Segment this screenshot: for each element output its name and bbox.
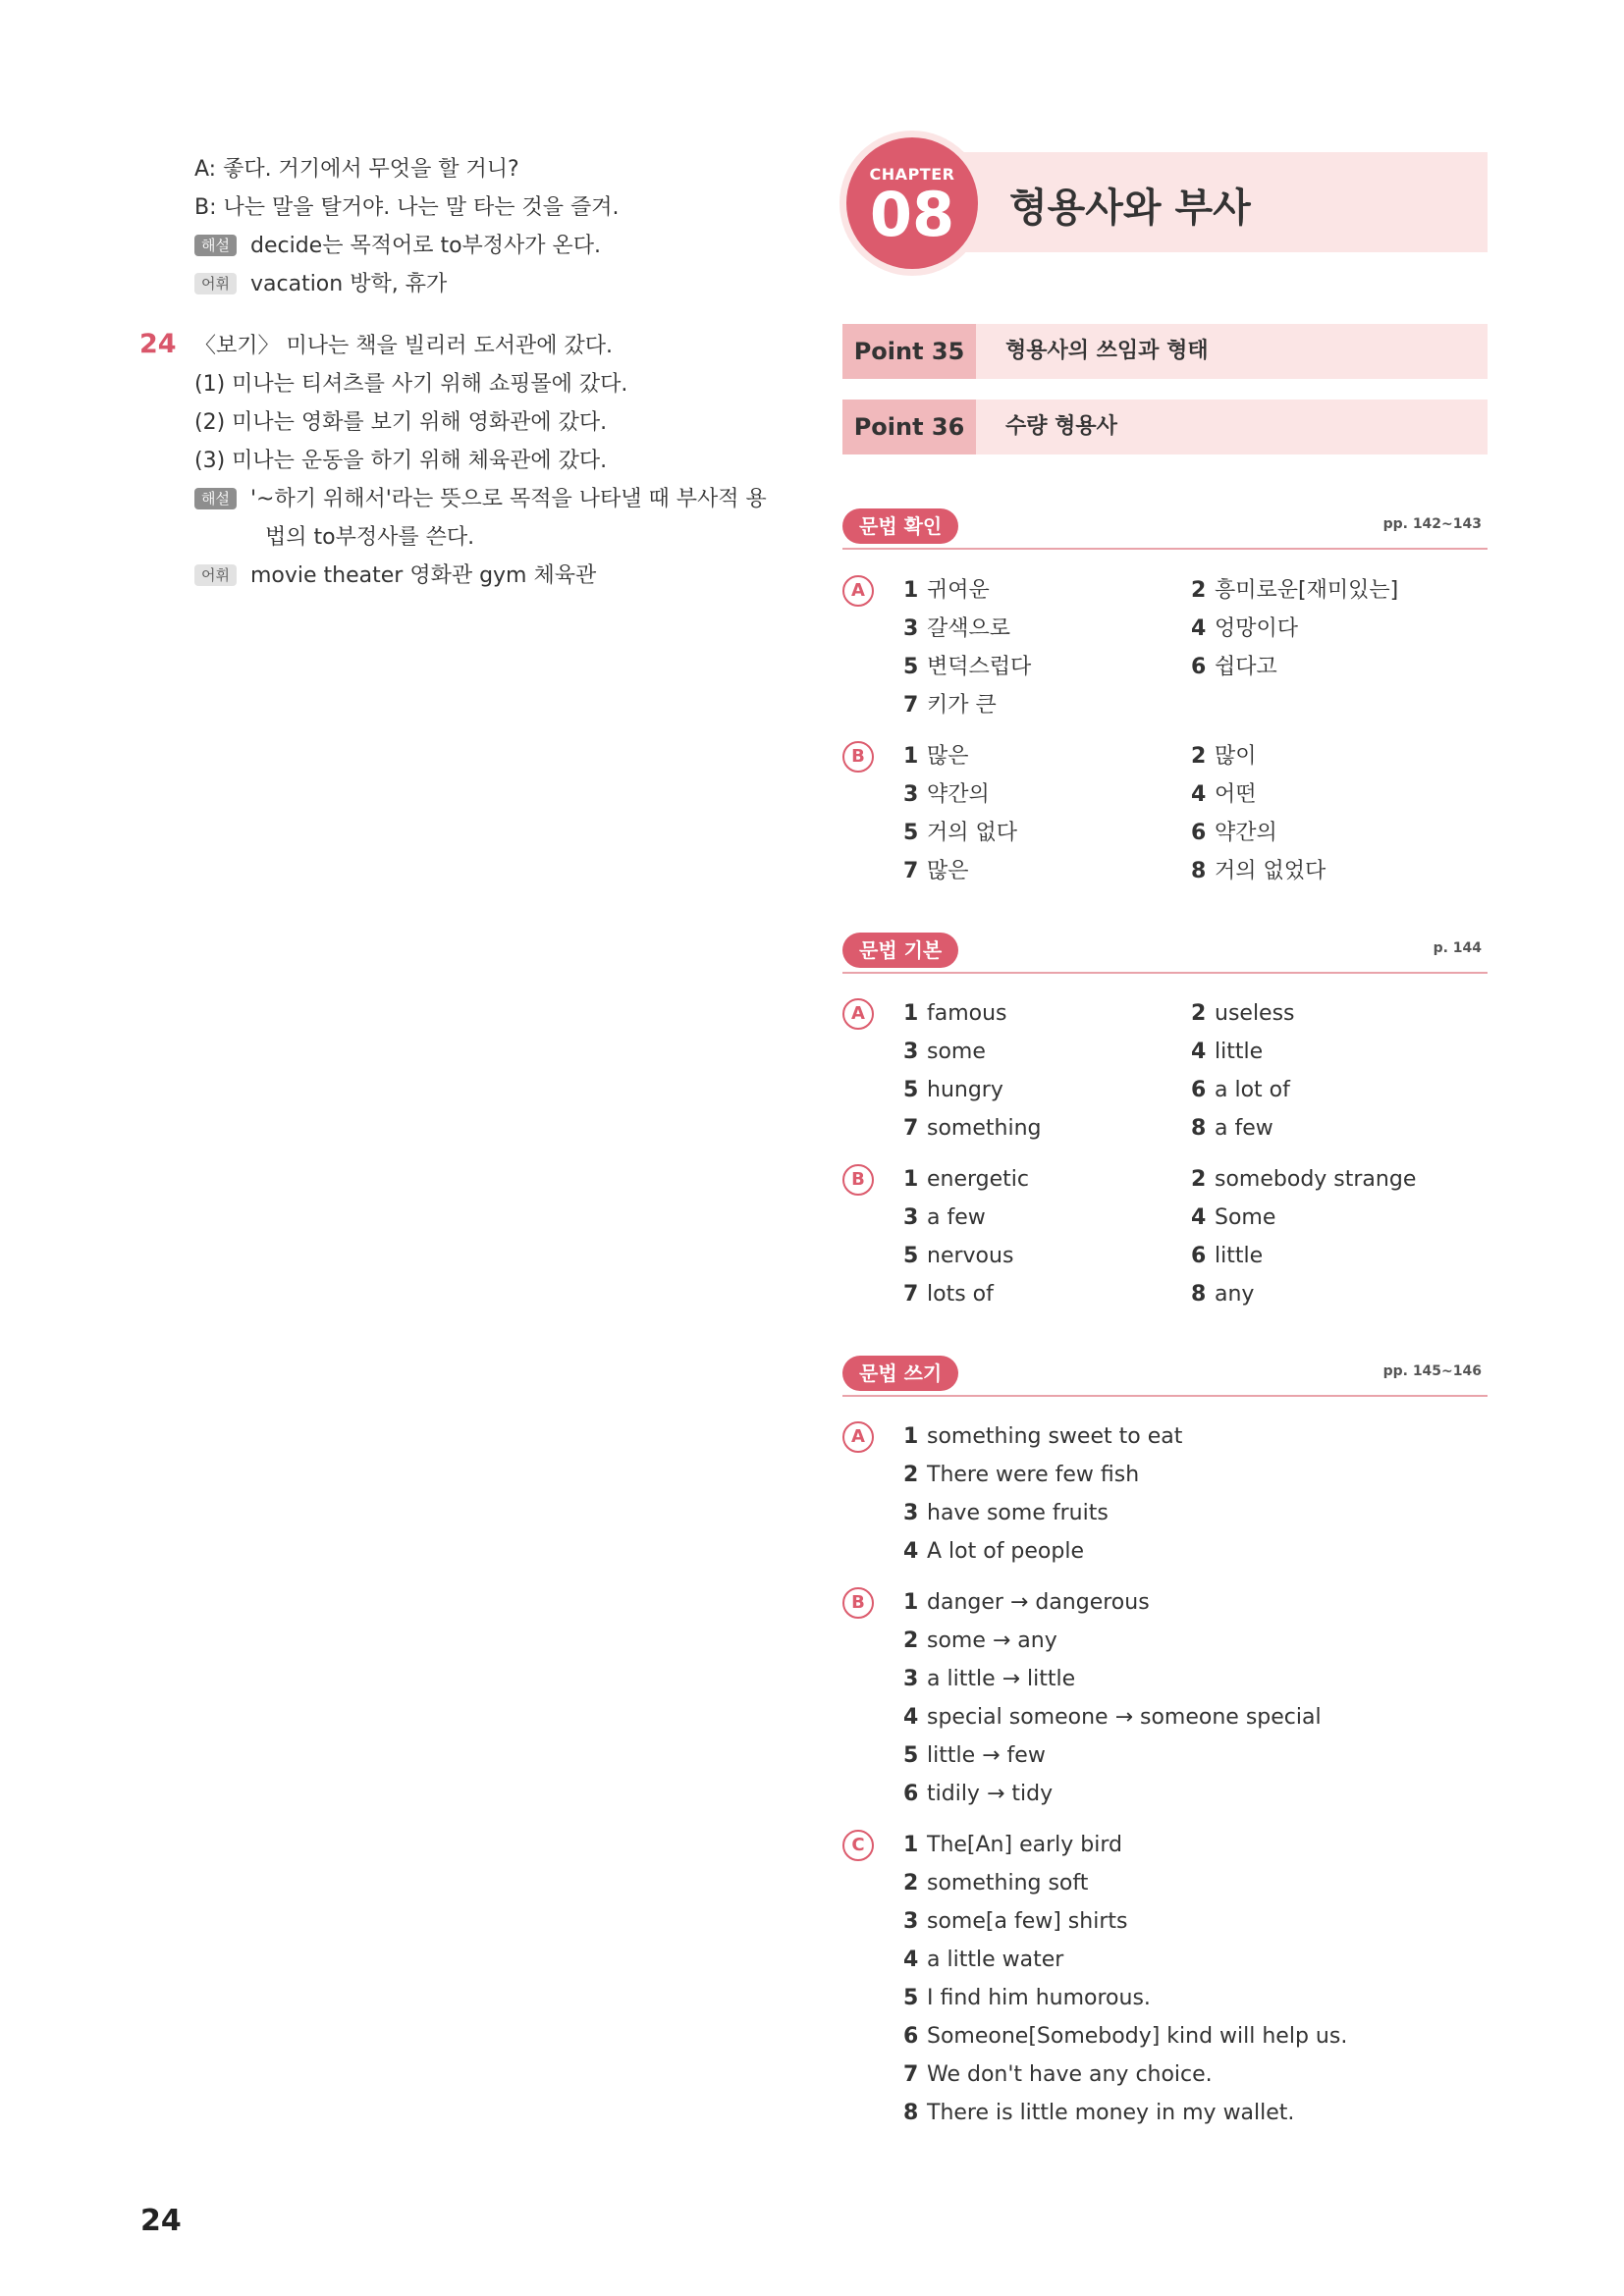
answer-item: 2 useless xyxy=(1191,1001,1295,1026)
answer-item: 1 많은 xyxy=(903,744,969,769)
answer-item: 5 I find him humorous. xyxy=(903,1986,1151,2010)
explanation-tag: 해설 xyxy=(194,235,237,256)
answer-item: 7 많은 xyxy=(903,859,969,883)
vocabulary-text: movie theater 영화관 gym 체육관 xyxy=(249,563,597,588)
section-pages: pp. 142~143 xyxy=(1382,516,1482,532)
answer-item: 3 have some fruits xyxy=(903,1501,1109,1525)
answer-item: 5 hungry xyxy=(903,1078,1003,1102)
answer-item: 8 There is little money in my wallet. xyxy=(903,2101,1295,2125)
answer-item: 7 키가 큰 xyxy=(903,693,997,718)
vocabulary-tag: 어휘 xyxy=(194,564,237,586)
point-title: 형용사의 쓰임과 형태 xyxy=(1005,339,1209,363)
answer-item: 5 변덕스럽다 xyxy=(903,655,1032,679)
chapter-badge xyxy=(839,131,985,276)
answer-item: 6 쉽다고 xyxy=(1191,655,1277,679)
q24-explanation xyxy=(194,485,767,514)
answer-item: 3 some[a few] shirts xyxy=(903,1909,1128,1934)
vocabulary-text: vacation 방학, 휴가 xyxy=(249,272,448,296)
question-number-24: 24 xyxy=(139,329,177,359)
vocabulary-tag: 어휘 xyxy=(194,273,237,294)
answer-item: 4 A lot of people xyxy=(903,1539,1085,1564)
answer-item: 1 귀여운 xyxy=(903,578,990,603)
answer-item: 2 많이 xyxy=(1191,744,1257,769)
explanation-text-line-2: 법의 to부정사를 쓴다. xyxy=(265,525,475,550)
group-letter-b: B xyxy=(842,1164,874,1196)
point-label: Point 36 xyxy=(842,400,976,454)
section-grammar-basic xyxy=(842,929,1488,974)
answer-item: 8 any xyxy=(1191,1282,1255,1307)
answer-item: 6 little xyxy=(1191,1244,1264,1268)
answer-item: 4 어떤 xyxy=(1191,782,1257,807)
group-letter-a: A xyxy=(842,998,874,1030)
q24-example: 〈보기〉 미나는 책을 빌리러 도서관에 갔다. xyxy=(194,334,613,358)
explanation-text: decide는 목적어로 to부정사가 온다. xyxy=(249,234,602,258)
dialogue-line-b: B: 나는 말을 탈거야. 나는 말 타는 것을 즐겨. xyxy=(194,195,620,220)
answer-item: 3 some xyxy=(903,1040,986,1064)
explanation-text-line-1: '~하기 위해서'라는 뜻으로 목적을 나타낼 때 부사적 용 xyxy=(249,487,767,511)
group-letter-b: B xyxy=(842,1587,874,1619)
answer-item: 1 something sweet to eat xyxy=(903,1424,1183,1449)
section-grammar-writing xyxy=(842,1352,1488,1397)
answer-item: 2 There were few fish xyxy=(903,1463,1140,1487)
point-35-row xyxy=(842,324,1488,379)
answer-item: 7 something xyxy=(903,1116,1042,1141)
answer-item: 3 a few xyxy=(903,1205,986,1230)
group-letter-c: C xyxy=(842,1830,874,1861)
group-letter-a: A xyxy=(842,1421,874,1453)
page-number: 24 xyxy=(140,2204,182,2238)
answer-item: 1 famous xyxy=(903,1001,1007,1026)
section-title: 문법 기본 xyxy=(842,933,958,968)
note-vocabulary xyxy=(194,270,447,299)
q24-answer-1: (1) 미나는 티셔츠를 사기 위해 쇼핑몰에 갔다. xyxy=(194,372,628,397)
answer-item: 6 tidily → tidy xyxy=(903,1782,1054,1806)
answer-item: 6 약간의 xyxy=(1191,821,1277,845)
point-label: Point 35 xyxy=(842,324,976,379)
section-divider xyxy=(842,972,1488,974)
note-explanation xyxy=(194,232,601,261)
q24-vocabulary xyxy=(194,561,596,591)
answer-item: 1 energetic xyxy=(903,1167,1030,1192)
section-pages: pp. 145~146 xyxy=(1382,1363,1482,1379)
answer-item: 2 흥미로운[재미있는] xyxy=(1191,578,1399,603)
answer-item: 8 a few xyxy=(1191,1116,1273,1141)
answer-item: 1 danger → dangerous xyxy=(903,1590,1150,1615)
section-title: 문법 쓰기 xyxy=(842,1356,958,1391)
answer-item: 6 Someone[Somebody] kind will help us. xyxy=(903,2024,1348,2049)
answer-item: 5 little → few xyxy=(903,1743,1046,1768)
chapter-number: 08 xyxy=(869,178,955,250)
point-title: 수량 형용사 xyxy=(1005,414,1117,439)
explanation-tag: 해설 xyxy=(194,488,237,509)
group-letter-a: A xyxy=(842,575,874,607)
group-letter-b: B xyxy=(842,741,874,773)
section-divider xyxy=(842,548,1488,550)
answer-item: 7 lots of xyxy=(903,1282,994,1307)
answer-item: 4 little xyxy=(1191,1040,1264,1064)
answer-item: 4 a little water xyxy=(903,1948,1064,1972)
section-pages: p. 144 xyxy=(1433,940,1482,956)
answer-item: 4 엉망이다 xyxy=(1191,616,1299,641)
answer-item: 6 a lot of xyxy=(1191,1078,1290,1102)
answer-item: 3 약간의 xyxy=(903,782,990,807)
answer-item: 5 거의 없다 xyxy=(903,821,1018,845)
chapter-circle xyxy=(846,137,978,269)
chapter-title: 형용사와 부사 xyxy=(1009,186,1251,231)
section-grammar-check xyxy=(842,505,1488,550)
answer-item: 2 something soft xyxy=(903,1871,1089,1896)
answer-item: 1 The[An] early bird xyxy=(903,1833,1122,1857)
answer-item: 2 some → any xyxy=(903,1629,1057,1653)
q24-answer-2: (2) 미나는 영화를 보기 위해 영화관에 갔다. xyxy=(194,410,608,435)
q24-answer-3: (3) 미나는 운동을 하기 위해 체육관에 갔다. xyxy=(194,449,608,473)
answer-item: 4 Some xyxy=(1191,1205,1276,1230)
dialogue-line-a: A: 좋다. 거기에서 무엇을 할 거니? xyxy=(194,157,519,182)
chapter-label: CHAPTER xyxy=(869,164,955,184)
answer-item: 2 somebody strange xyxy=(1191,1167,1417,1192)
answer-item: 3 a little → little xyxy=(903,1667,1076,1691)
section-title: 문법 확인 xyxy=(842,508,958,544)
answer-item: 8 거의 없었다 xyxy=(1191,859,1326,883)
point-36-row xyxy=(842,400,1488,454)
section-divider xyxy=(842,1395,1488,1397)
answer-item: 3 갈색으로 xyxy=(903,616,1011,641)
answer-item: 5 nervous xyxy=(903,1244,1014,1268)
answer-item: 4 special someone → someone special xyxy=(903,1705,1322,1730)
answer-item: 7 We don't have any choice. xyxy=(903,2062,1213,2087)
